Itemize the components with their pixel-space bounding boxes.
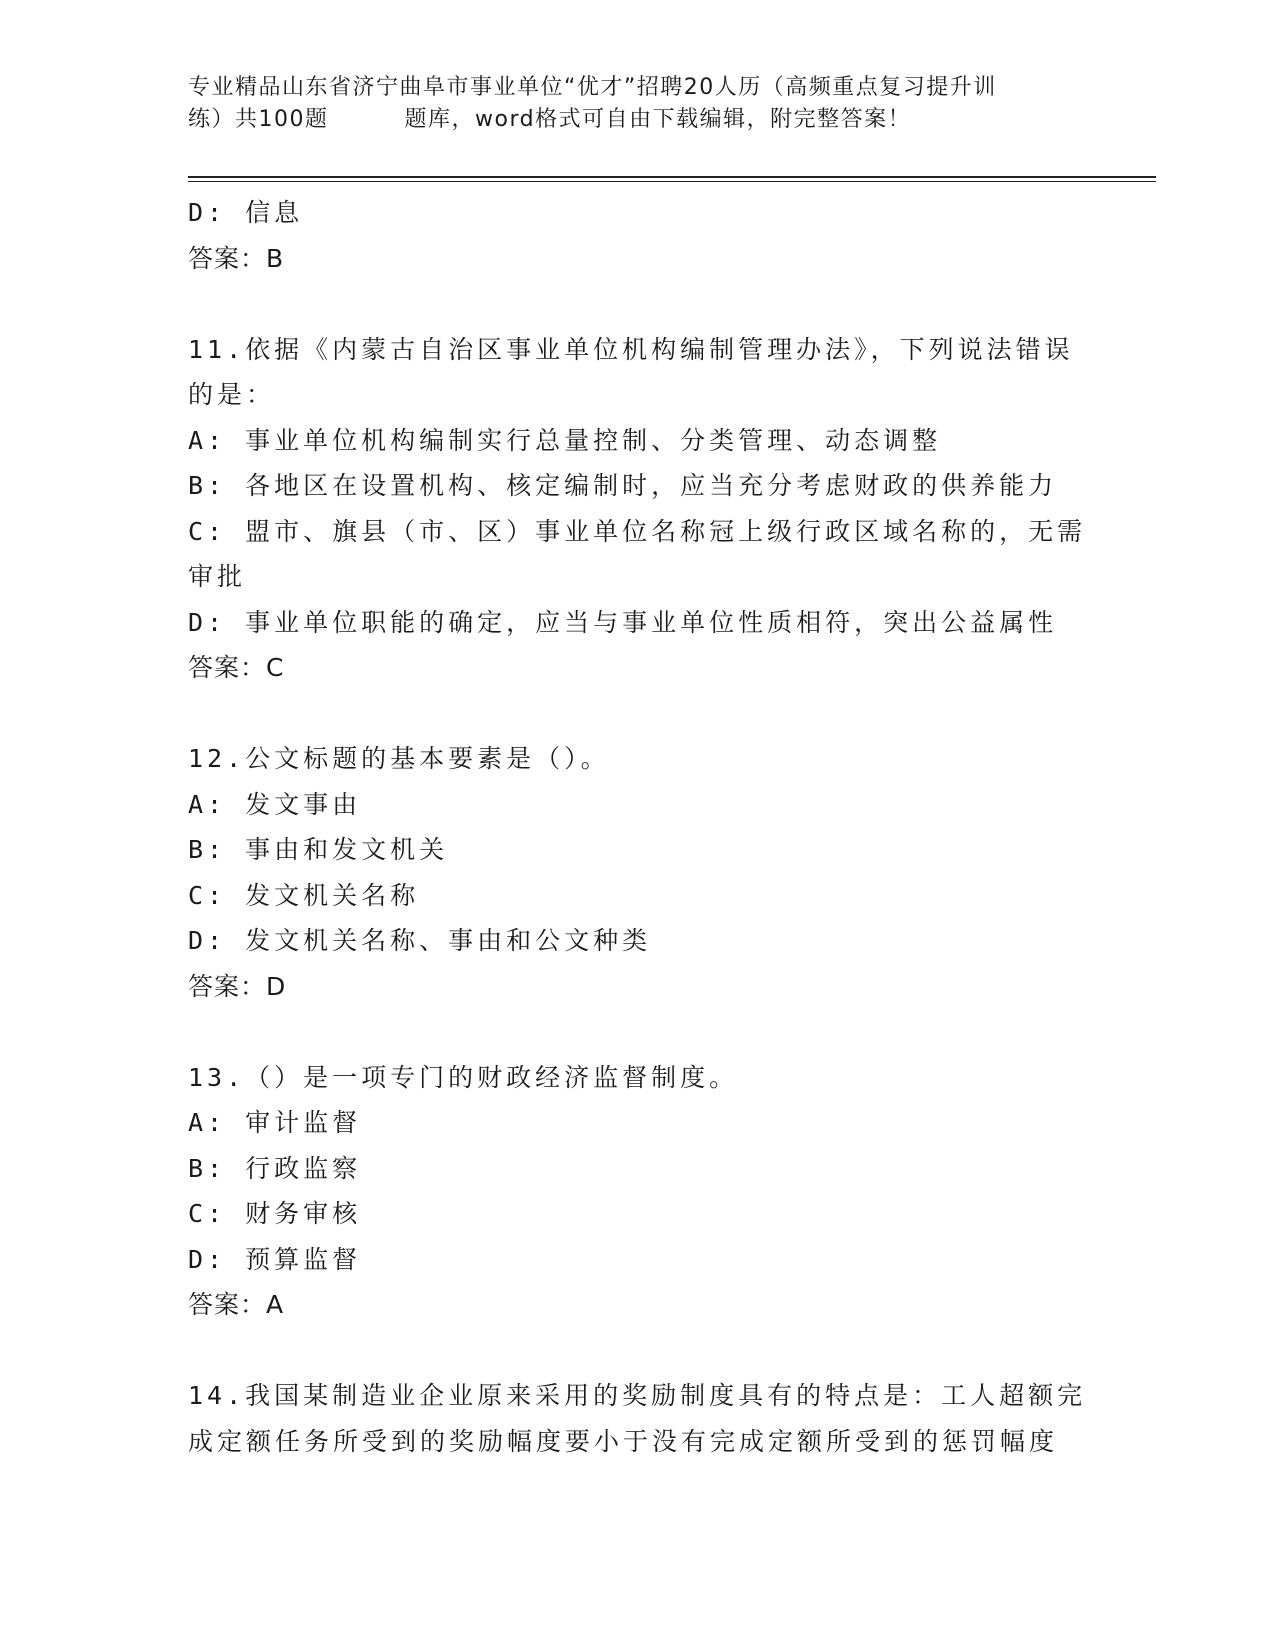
option-c: C: 盟市、旗县（市、区）事业单位名称冠上级行政区域名称的，无需 — [188, 516, 1087, 546]
question-text-line: 11.依据《内蒙古自治区事业单位机构编制管理办法》，下列说法错误 — [188, 334, 1074, 364]
header-line-2-part-a: 练）共100题 — [188, 107, 329, 132]
answer-line: 答案：B — [188, 243, 285, 273]
question-12 — [188, 736, 1088, 1009]
answer-line: 答案：D — [188, 971, 287, 1001]
option-d: D: 发文机关名称、事由和公文种类 — [188, 926, 652, 955]
question-text-line: 成定额任务所受到的奖励幅度要小于没有完成定额所受到的惩罚幅度 — [188, 1426, 1059, 1456]
question-text-line: 14.我国某制造业企业原来采用的奖励制度具有的特点是：工人超额完 — [188, 1381, 1087, 1410]
question-11 — [188, 327, 1088, 691]
option-c-continued: 审批 — [188, 562, 247, 591]
option-d: D: 事业单位职能的确定，应当与事业单位性质相符，突出公益属性 — [188, 607, 1058, 637]
header-divider — [188, 176, 1156, 178]
header-line-2 — [188, 104, 1088, 136]
question-13 — [188, 1055, 1088, 1328]
option-a: A: 发文事由 — [188, 789, 362, 819]
option-c: C: 发文机关名称 — [188, 880, 420, 910]
document-body — [188, 190, 1088, 1464]
option-d: D: 预算监督 — [188, 1244, 362, 1274]
header-line-2-part-b: 题库，word格式可自由下载编辑，附完整答案！ — [404, 107, 912, 132]
answer-line: 答案：C — [188, 653, 285, 682]
option-c: C: 财务审核 — [188, 1199, 362, 1228]
header-line-1: 专业精品山东省济宁曲阜市事业单位“优才”招聘20人历（高频重点复习提升训 — [188, 75, 997, 100]
option-a: A: 审计监督 — [188, 1108, 362, 1137]
option-b: B: 事由和发文机关 — [188, 835, 449, 864]
answer-line: 答案：A — [188, 1290, 285, 1319]
document-header — [188, 72, 1088, 136]
option-line: D: 信息 — [188, 198, 304, 227]
question-text-line: 的是： — [188, 380, 276, 409]
option-a: A: 事业单位机构编制实行总量控制、分类管理、动态调整 — [188, 425, 942, 455]
option-b: B: 各地区在设置机构、核定编制时，应当充分考虑财政的供养能力 — [188, 471, 1058, 500]
question-14 — [188, 1373, 1088, 1464]
question-text-line: 13.（）是一项专门的财政经济监督制度。 — [188, 1062, 739, 1092]
header-divider-thin — [188, 181, 1156, 182]
question-text-line: 12.公文标题的基本要素是（）。 — [188, 744, 610, 773]
option-b: B: 行政监察 — [188, 1153, 362, 1183]
